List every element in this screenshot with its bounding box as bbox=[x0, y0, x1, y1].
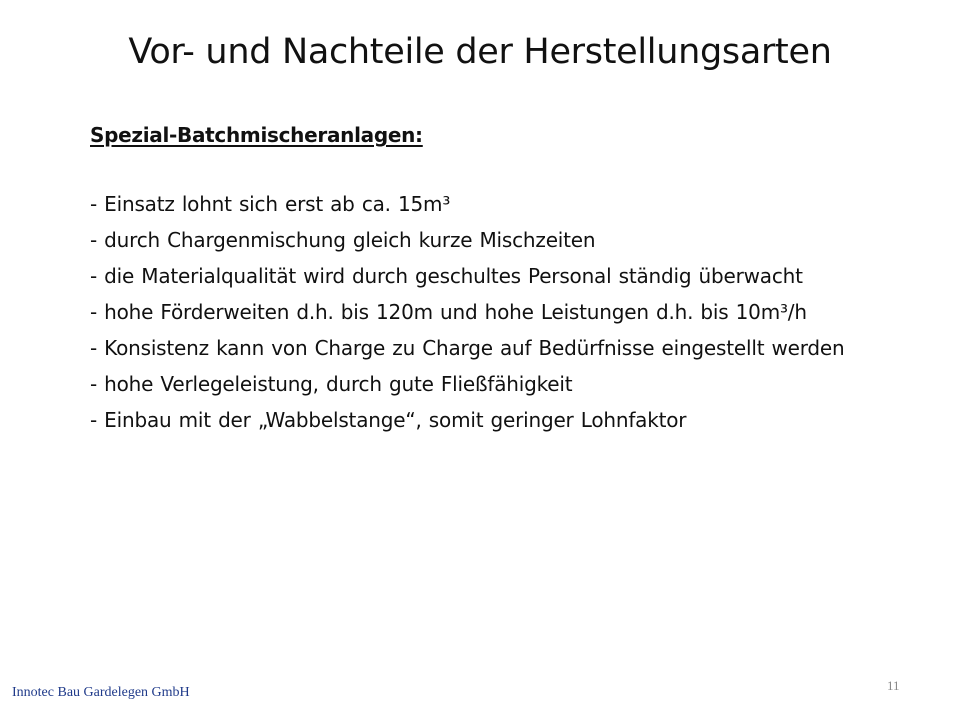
bullet-item: - durch Chargenmischung gleich kurze Mischzeiten bbox=[90, 228, 596, 252]
bullet-item: - Einsatz lohnt sich erst ab ca. 15m³ bbox=[90, 192, 451, 216]
bullet-item: - Einbau mit der „Wabbelstange“, somit geringer Lohnfaktor bbox=[90, 408, 687, 432]
bullet-item: - die Materialqualität wird durch geschultes Personal ständig überwacht bbox=[90, 264, 803, 288]
slide-content bbox=[90, 117, 910, 440]
page-number: 11 bbox=[887, 678, 900, 693]
bullet-item: - hohe Förderweiten d.h. bis 120m und hohe Leistungen d.h. bis 10m³/h bbox=[90, 300, 807, 324]
bullet-list bbox=[90, 188, 910, 436]
section-subheading: Spezial-Batchmischeranlagen: bbox=[90, 123, 423, 147]
bullet-item: - Konsistenz kann von Charge zu Charge auf Bedürfnisse eingestellt werden bbox=[90, 336, 845, 360]
bullet-item: - hohe Verlegeleistung, durch gute Fließfähigkeit bbox=[90, 372, 573, 396]
slide-title: Vor- und Nachteile der Herstellungsarten bbox=[128, 32, 832, 72]
footer-company-name: Innotec Bau Gardelegen GmbH bbox=[12, 685, 190, 700]
